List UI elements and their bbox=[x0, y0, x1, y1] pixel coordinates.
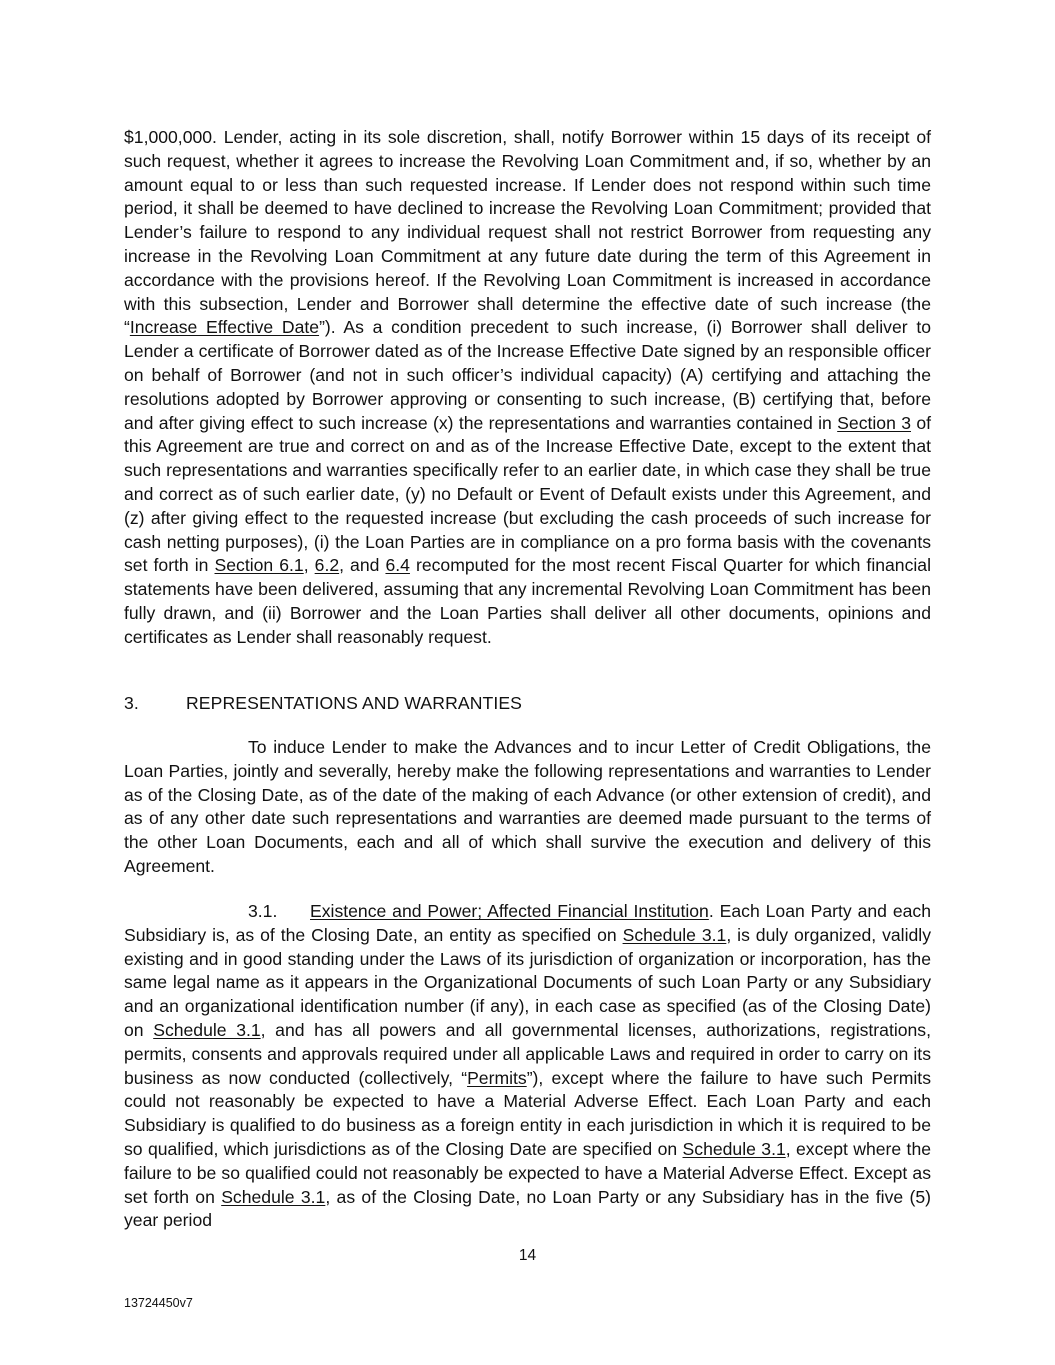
section-reference: Section 3 bbox=[837, 412, 911, 433]
document-id: 13724450v7 bbox=[124, 1296, 193, 1310]
text-run: , and has all powers and all governmental licenses, authorizations, registrations, permits, consents and approvals required under all applicable Laws and required in order to carry on its business as now conducted (collectively, “ bbox=[124, 1019, 931, 1088]
text-run: . Each Loan Party and each Subsidiary is, as of the Closing Date, an entity as specified on bbox=[124, 901, 932, 945]
text-run: , and bbox=[339, 555, 386, 576]
subsection-number: 3.1. bbox=[248, 901, 278, 921]
text-run: of this Agreement are true and correct on and as of the Increase Effective Date, except to the extent that such representations and warranties specifically refer to an earlier date, in which case they shall be true and correct as of such earlier date, (y) no Default or Event of Default exists under this Agreement, and (z) after giving effect to the requested increase (but excluding the cash proceeds of such increase for cash netting purposes), (i) the Loan Parties are in compliance on a pro forma basis with the covenants set forth in bbox=[124, 412, 932, 576]
section-reference: 6.2 bbox=[314, 555, 340, 576]
section-reference: 6.4 bbox=[385, 555, 410, 576]
schedule-reference: Schedule 3.1 bbox=[221, 1186, 326, 1207]
section-number: 3. bbox=[124, 693, 139, 713]
section-title: REPRESENTATIONS AND WARRANTIES bbox=[186, 693, 523, 713]
schedule-reference: Schedule 3.1 bbox=[153, 1019, 261, 1040]
subsection-3-1 bbox=[124, 900, 931, 1233]
text-run: $1,000,000. Lender, acting in its sole discretion, shall, notify Borrower within 15 days of its receipt of such request, whether it agrees to increase the Revolving Loan Commitment and, if so, whether by an amount equal to or less than such requested increase. If Lender does not respond within such time period, it shall be deemed to have declined to increase the Revolving Loan Commitment; provided that Lender’s failure to respond to any individual request shall not restrict Borrower from requesting any increase in the Revolving Loan Commitment at any future date during the term of this Agreement in accordance with the provisions hereof. If the Revolving Loan Commitment is increased in accordance with this subsection, Lender and Borrower shall determine the effective date of such increase (the “ bbox=[124, 127, 931, 338]
continued-paragraph bbox=[124, 126, 931, 650]
intro-paragraph bbox=[124, 736, 931, 879]
section-reference: Section 6.1 bbox=[214, 555, 304, 576]
text-run: ”), except where the failure to have such Permits could not reasonably be expected to have a Material Adverse Effect. Each Loan Party and each Subsidiary is qualified to do business as a foreign entity in each jurisdiction in which it is required to be so qualified, which jurisdictions as of the Closing Date are specified on bbox=[124, 1067, 931, 1159]
page-number: 14 bbox=[518, 1247, 537, 1264]
text-run: , bbox=[303, 555, 315, 576]
section-heading bbox=[124, 692, 522, 716]
schedule-reference: Schedule 3.1 bbox=[622, 924, 727, 945]
text-run: , is duly organized, validly existing and in good standing under the Laws of its jurisdiction of organization or incorporation, has the same legal name as it appears in the Organizational Documents of such Loan Party or any Subsidiary and an organizational identification number (if any), in each case as specified (as of the Closing Date) on bbox=[124, 924, 931, 1040]
defined-term-permits: Permits bbox=[467, 1067, 527, 1088]
paragraph-increase-commitment bbox=[124, 126, 931, 650]
text-run: , except where the failure to be so qualified could not reasonably be expected to have a Material Adverse Effect. Except as set forth on bbox=[124, 1138, 932, 1207]
text-run: To induce Lender to make the Advances and to incur Letter of Credit Obligations, the Loan Parties, jointly and severally, hereby make the following representations and warranties to Lender as of the Closing Date, as of the date of the making of each Advance (or other extension of credit), and as of any other date such representations and warranties are deemed made pursuant to the terms of the other Loan Documents, each and all of which shall survive the execution and delivery of this Agreement. bbox=[124, 737, 931, 876]
text-run: recomputed for the most recent Fiscal Quarter for which financial statements have been delivered, assuming that any incremental Revolving Loan Commitment has been fully drawn, and (ii) Borrower and the Loan Parties shall deliver all other documents, opinions and certificates as Lender shall reasonably request. bbox=[124, 555, 931, 647]
subsection-caption: Existence and Power; Affected Financial Institution bbox=[310, 901, 709, 921]
schedule-reference: Schedule 3.1 bbox=[682, 1138, 786, 1159]
text-run: ”). As a condition precedent to such increase, (i) Borrower shall deliver to Lender a certificate of Borrower dated as of the Increase Effective Date signed by an responsible officer on behalf of Borrower (and not in such officer’s individual capacity) (A) certifying and attaching the resolutions adopted by Borrower approving or consenting to such increase, (B) certifying that, before and after giving effect to such increase (x) the representations and warranties contained in bbox=[124, 317, 931, 433]
defined-term-increase-effective-date: Increase Effective Date bbox=[129, 317, 320, 338]
text-run: , as of the Closing Date, no Loan Party or any Subsidiary has in the five (5) year period bbox=[124, 1186, 931, 1231]
